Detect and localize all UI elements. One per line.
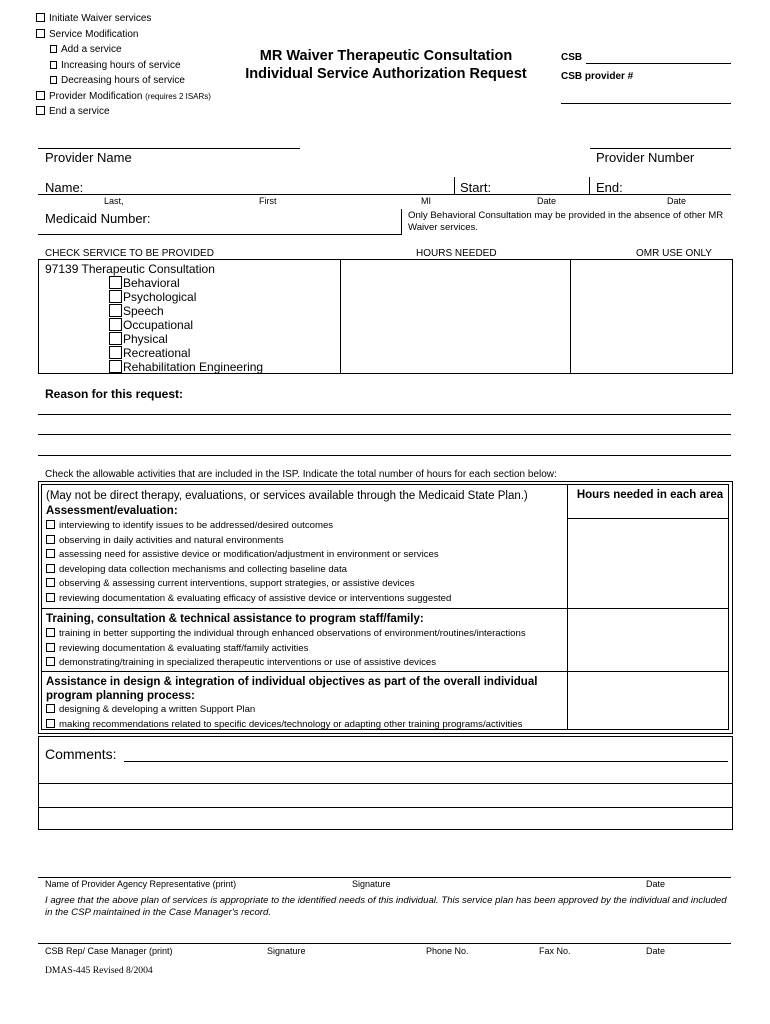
checkbox[interactable] (109, 290, 122, 303)
service-table (38, 259, 733, 374)
activities-table (38, 481, 733, 734)
activities-intro: Check the allowable activities that are included in the ISP. Indicate the total number of hours for each section below: (45, 469, 557, 480)
checkbox[interactable] (46, 593, 55, 602)
activity-item[interactable]: observing in daily activities and natural environments (46, 534, 451, 549)
checkbox[interactable] (46, 520, 55, 529)
service-rehab-engineering[interactable]: Rehabilitation Engineering (109, 360, 263, 374)
divider (589, 177, 590, 194)
end-label: End: (596, 180, 623, 195)
rep-label: Name of Provider Agency Representative (print) (45, 879, 237, 889)
provider-signature-line[interactable] (38, 877, 731, 878)
activity-item[interactable]: observing & assessing current interventions, support strategies, or assistive devices (46, 577, 451, 592)
checkbox[interactable] (46, 657, 55, 666)
option-add-service[interactable]: Add a service (36, 42, 211, 58)
assessment-items (46, 519, 451, 606)
checkbox[interactable] (109, 346, 122, 359)
checkbox[interactable] (50, 61, 57, 69)
column-divider (570, 260, 571, 373)
mi-label: MI (421, 196, 431, 206)
checkbox[interactable] (46, 719, 55, 728)
medicaid-field[interactable] (38, 234, 401, 235)
behavioral-note: Only Behavioral Consultation may be provided in the absence of other MR Waiver services. (408, 210, 724, 233)
column-divider (340, 260, 341, 373)
checkbox[interactable] (46, 628, 55, 637)
form-id: DMAS-445 Revised 8/2004 (45, 965, 153, 976)
service-physical[interactable]: Physical (109, 332, 263, 346)
csb-provider-label: CSB provider # (561, 71, 634, 82)
reason-line[interactable] (38, 434, 731, 435)
service-list (109, 276, 263, 374)
checkbox[interactable] (109, 360, 122, 373)
activity-item[interactable]: assessing need for assistive device or modification/adjustment in environment or services (46, 548, 451, 563)
date-label: Date (646, 879, 666, 889)
last-label: Last, (104, 196, 124, 206)
fax-label: Fax No. (539, 946, 571, 956)
end-date-label: Date (667, 196, 687, 206)
request-type-options (36, 11, 211, 120)
check-service-header: CHECK SERVICE TO BE PROVIDED (45, 248, 214, 259)
design-items (46, 703, 522, 732)
service-behavioral[interactable]: Behavioral (109, 276, 263, 290)
activity-item[interactable]: reviewing documentation & evaluating efficacy of assistive device or interventions suggested (46, 592, 451, 607)
service-recreational[interactable]: Recreational (109, 346, 263, 360)
title-line-2: Individual Service Authorization Request (245, 66, 527, 82)
name-label: Name: (45, 180, 84, 195)
checkbox[interactable] (50, 76, 57, 84)
service-speech[interactable]: Speech (109, 304, 263, 318)
option-decreasing-hours[interactable]: Decreasing hours of service (36, 73, 211, 89)
checkbox[interactable] (46, 535, 55, 544)
activity-item[interactable]: training in better supporting the individual through enhanced observations of environment/routines/interactions (46, 627, 526, 642)
title-line-1: MR Waiver Therapeutic Consultation (259, 48, 513, 64)
agreement-text: I agree that the above plan of services is appropriate to the identified needs of this individual. This service plan has been approved by the individual and included in the CSP maintained in the Case Manager's record. (45, 895, 727, 918)
divider (401, 209, 402, 235)
first-label: First (259, 196, 277, 206)
phone-label: Phone No. (426, 946, 469, 956)
form-title (228, 47, 544, 83)
row-divider (42, 671, 728, 672)
activity-item[interactable]: demonstrating/training in specialized therapeutic interventions or use of assistive devices (46, 656, 526, 671)
column-divider (567, 485, 568, 729)
activity-item[interactable]: reviewing documentation & evaluating staff/family activities (46, 642, 526, 657)
checkbox[interactable] (36, 91, 45, 100)
omr-use-header: OMR USE ONLY (636, 248, 712, 259)
csb-rep-label: CSB Rep/ Case Manager (print) (45, 946, 173, 956)
checkbox[interactable] (36, 29, 45, 38)
csb-provider-field[interactable] (561, 103, 731, 104)
activity-item[interactable]: interviewing to identify issues to be addressed/desired outcomes (46, 519, 451, 534)
checkbox[interactable] (50, 45, 57, 53)
row-divider (42, 608, 728, 609)
provider-number-label: Provider Number (596, 150, 695, 165)
checkbox[interactable] (46, 564, 55, 573)
reason-line[interactable] (38, 455, 731, 456)
hours-area-header: Hours needed in each area (576, 489, 724, 501)
checkbox[interactable] (109, 304, 122, 317)
csb-label: CSB (561, 52, 583, 63)
name-field-line[interactable] (38, 194, 731, 195)
comments-line[interactable] (124, 761, 728, 762)
comments-box (38, 736, 733, 830)
comments-label: Comments: (45, 746, 117, 762)
option-provider-modification[interactable]: Provider Modification (requires 2 ISARs) (36, 89, 211, 105)
reason-label: Reason for this request: (45, 387, 184, 401)
checkbox[interactable] (46, 549, 55, 558)
section-assessment-title: Assessment/evaluation: (46, 505, 178, 517)
section-training-title: Training, consultation & technical assistance to program staff/family: (46, 613, 424, 625)
option-increasing-hours[interactable]: Increasing hours of service (36, 58, 211, 74)
training-items (46, 627, 526, 671)
checkbox[interactable] (109, 318, 122, 331)
start-date-label: Date (537, 196, 557, 206)
activities-note: (May not be direct therapy, evaluations, or services available through the Medicaid State Plan.) (46, 490, 528, 502)
signature-label: Signature (267, 946, 306, 956)
comments-line[interactable] (39, 783, 732, 784)
checkbox[interactable] (46, 704, 55, 713)
activity-item[interactable]: developing data collection mechanisms and collecting baseline data (46, 563, 451, 578)
checkbox[interactable] (36, 106, 45, 115)
signature-label: Signature (352, 879, 391, 889)
checkbox[interactable] (109, 332, 122, 345)
csb-field[interactable] (586, 63, 731, 64)
row-divider (567, 518, 728, 519)
checkbox[interactable] (46, 578, 55, 587)
csb-signature-line[interactable] (38, 943, 731, 944)
option-end-service[interactable]: End a service (36, 104, 211, 120)
hours-needed-header: HOURS NEEDED (416, 248, 497, 259)
medicaid-label: Medicaid Number: (45, 211, 151, 226)
service-code: 97139 Therapeutic Consultation (45, 262, 215, 276)
checkbox[interactable] (46, 643, 55, 652)
option-initiate[interactable]: Initiate Waiver services (36, 11, 211, 27)
activity-item[interactable]: designing & developing a written Support Plan (46, 703, 522, 718)
divider (454, 177, 455, 194)
activity-item[interactable]: making recommendations related to specific devices/technology or adapting other training programs/activities (46, 718, 522, 733)
service-psychological[interactable]: Psychological (109, 290, 263, 304)
checkbox[interactable] (109, 276, 122, 289)
checkbox[interactable] (36, 13, 45, 22)
section-design-title: Assistance in design & integration of individual objectives as part of the overall individual program planning process: (46, 676, 538, 702)
reason-line[interactable] (38, 414, 731, 415)
service-occupational[interactable]: Occupational (109, 318, 263, 332)
comments-line[interactable] (39, 807, 732, 808)
provider-number-field[interactable] (590, 148, 731, 149)
activities-inner (41, 484, 729, 730)
provider-name-field[interactable] (38, 148, 300, 149)
provider-name-label: Provider Name (45, 150, 132, 165)
date-label: Date (646, 946, 666, 956)
option-service-modification[interactable]: Service Modification (36, 27, 211, 43)
start-label: Start: (460, 180, 492, 195)
